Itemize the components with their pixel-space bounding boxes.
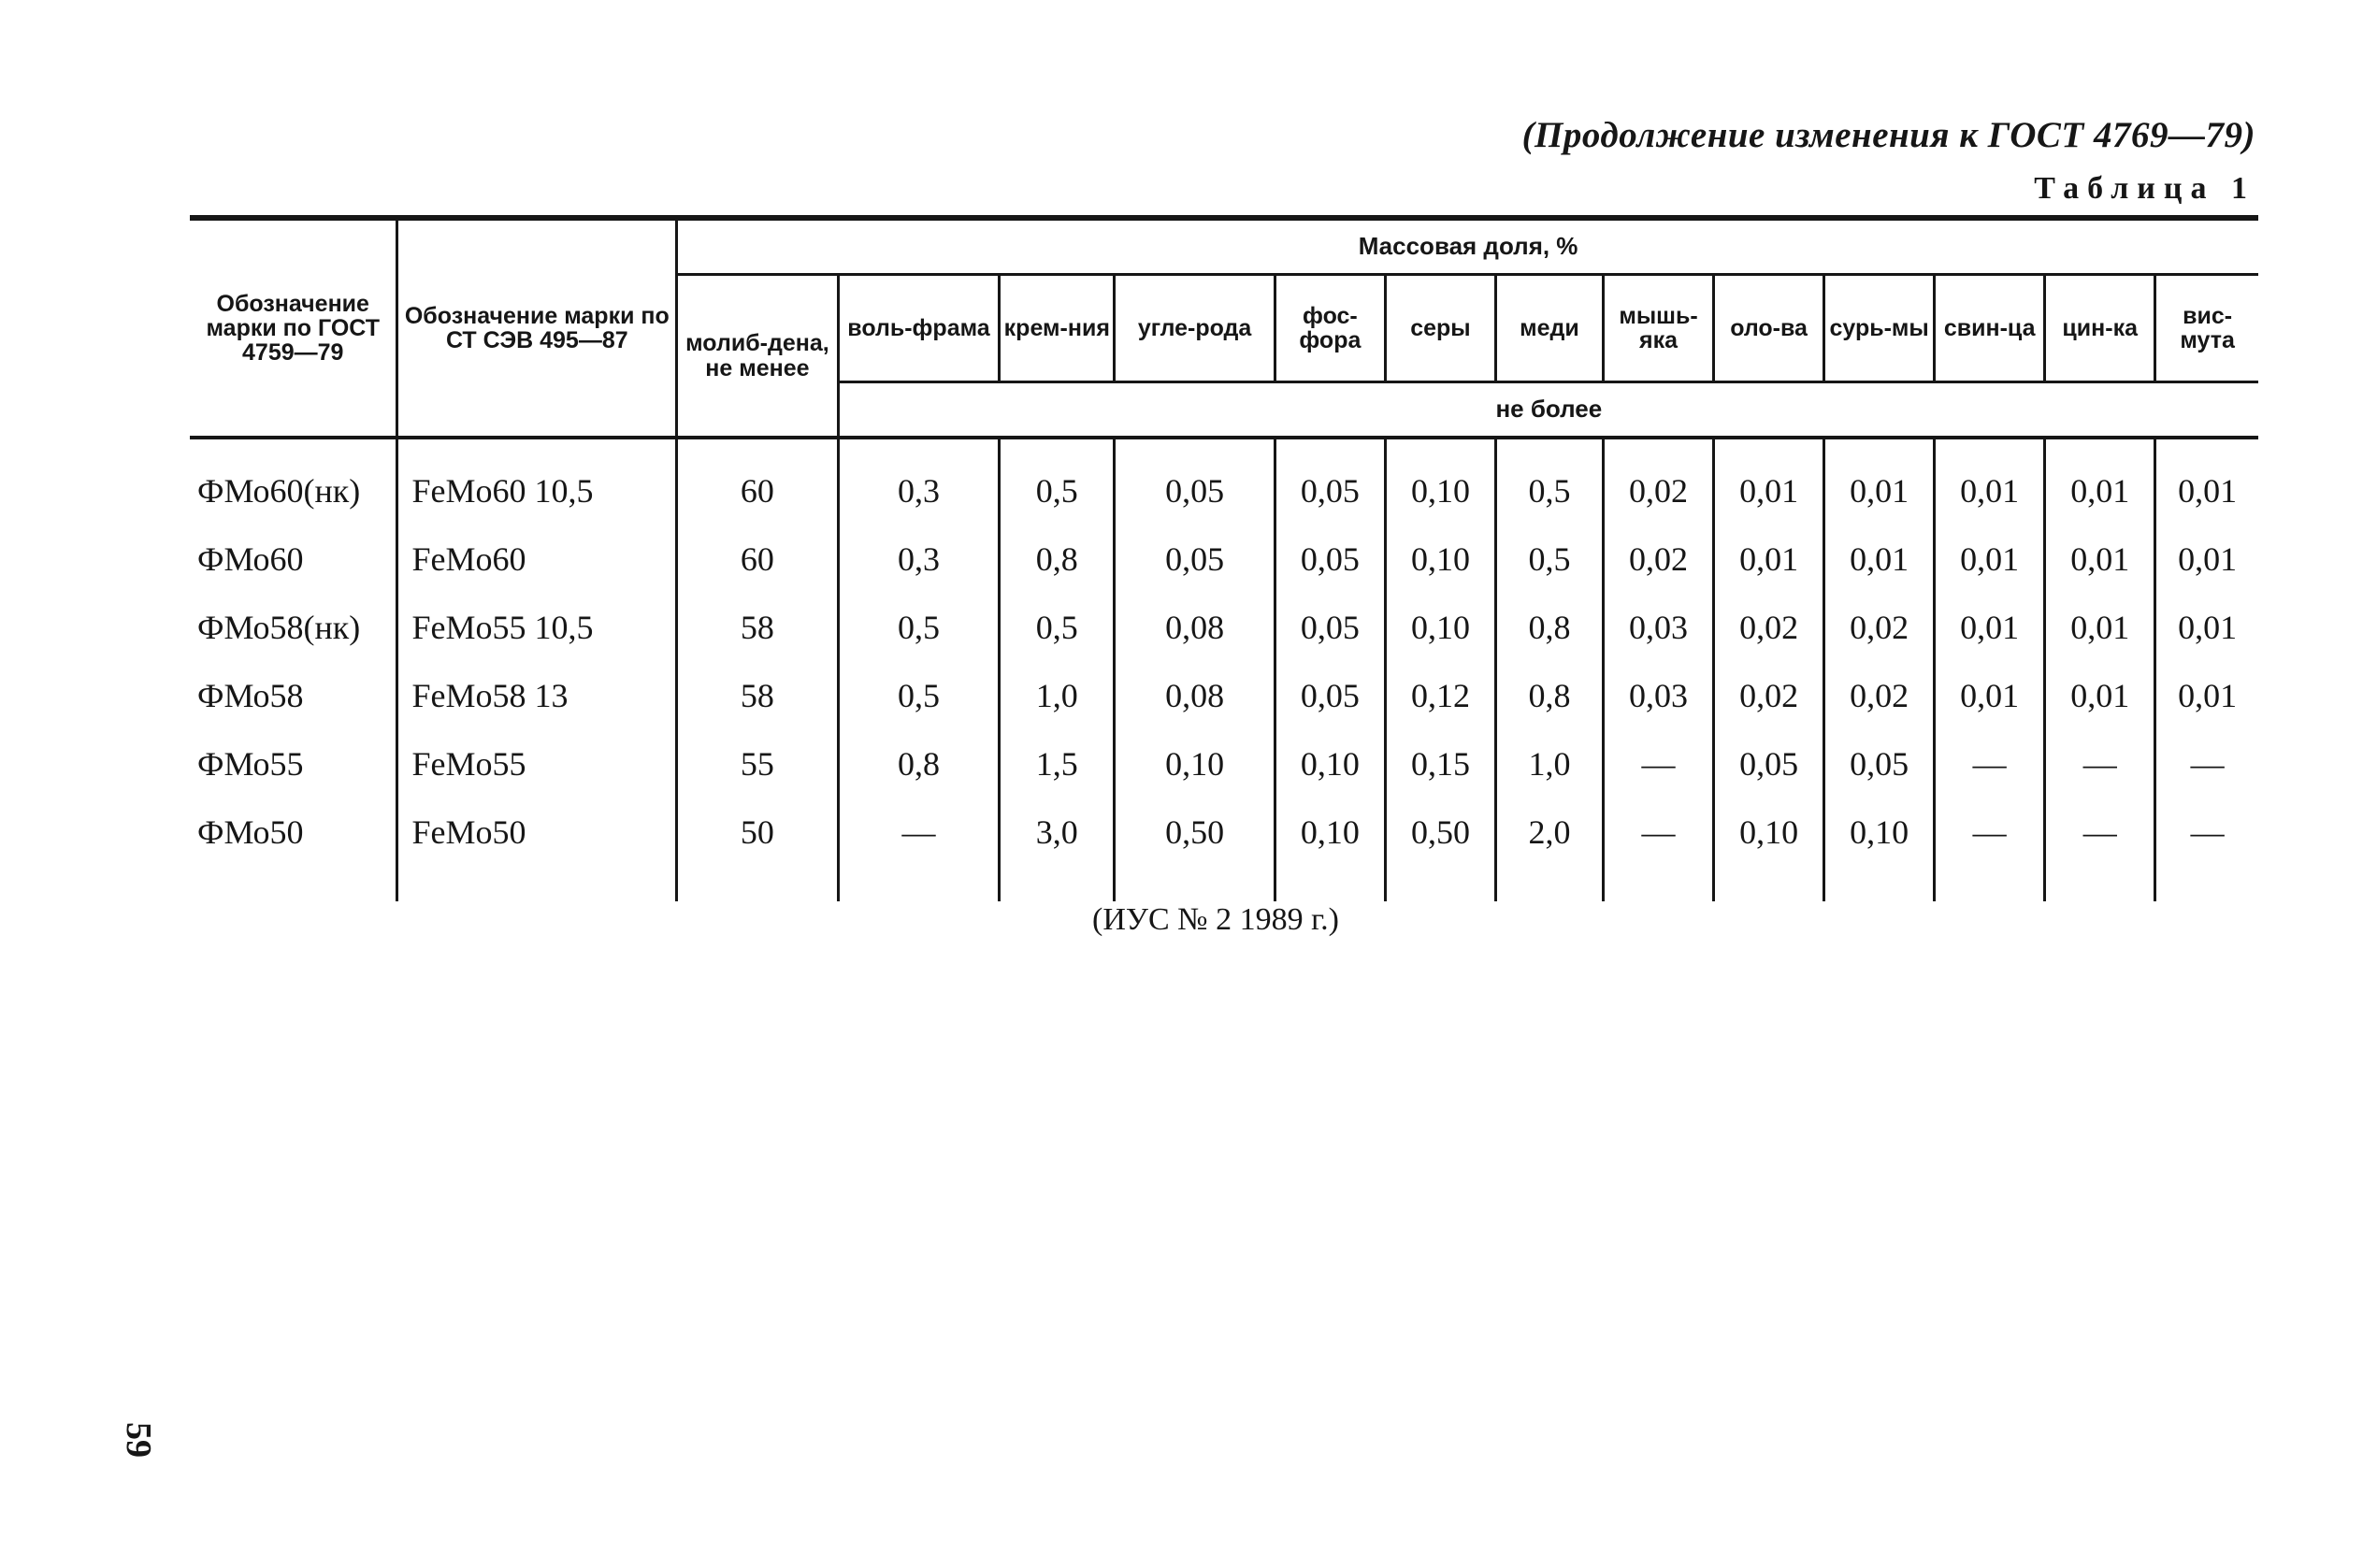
column-header-carbon: угле-рода xyxy=(1115,275,1275,382)
value-cell: 0,3 xyxy=(838,438,1000,525)
value-cell: 0,05 xyxy=(1115,525,1275,593)
empty-cell xyxy=(1115,866,1275,901)
table-row xyxy=(190,525,2258,593)
value-cell: 0,01 xyxy=(1935,438,2045,525)
column-header-copper: меди xyxy=(1495,275,1603,382)
value-cell: 0,01 xyxy=(1824,525,1935,593)
not-more-header: не более xyxy=(838,382,2258,439)
column-header-tungsten: воль-фрама xyxy=(838,275,1000,382)
value-cell: 0,02 xyxy=(1714,593,1824,661)
value-cell: 0,8 xyxy=(838,729,1000,798)
column-header-bismuth: вис-мута xyxy=(2155,275,2258,382)
value-cell: 0,01 xyxy=(1935,593,2045,661)
value-cell: 0,03 xyxy=(1604,593,1714,661)
value-cell: 0,02 xyxy=(1604,525,1714,593)
empty-cell xyxy=(1275,866,1385,901)
value-cell: — xyxy=(838,798,1000,866)
value-cell: 0,5 xyxy=(1000,438,1115,525)
value-cell: — xyxy=(1935,798,2045,866)
value-cell: 0,05 xyxy=(1275,438,1385,525)
mass-fraction-header: Массовая доля, % xyxy=(677,218,2258,275)
value-cell: 0,10 xyxy=(1714,798,1824,866)
table-spacer-row xyxy=(190,866,2258,901)
value-cell: 0,5 xyxy=(1495,525,1603,593)
column-header-zinc: цин-ка xyxy=(2045,275,2155,382)
table-row xyxy=(190,438,2258,525)
column-header-molybdenum: молиб-дена, не менее xyxy=(677,275,839,439)
value-cell: 0,01 xyxy=(2045,661,2155,729)
empty-cell xyxy=(838,866,1000,901)
empty-cell xyxy=(1714,866,1824,901)
table-label: Таблица 1 xyxy=(2034,171,2255,206)
value-cell: 0,5 xyxy=(1000,593,1115,661)
value-cell: 0,01 xyxy=(2045,525,2155,593)
empty-cell xyxy=(2045,866,2155,901)
sev-mark-cell: FeMo58 13 xyxy=(397,661,677,729)
column-header-sulfur: серы xyxy=(1385,275,1495,382)
value-cell: — xyxy=(1604,798,1714,866)
value-cell: 3,0 xyxy=(1000,798,1115,866)
value-cell: 0,02 xyxy=(1714,661,1824,729)
value-cell: 0,05 xyxy=(1824,729,1935,798)
value-cell: — xyxy=(1604,729,1714,798)
empty-cell xyxy=(1604,866,1714,901)
gost-mark-cell: ФМо58(нк) xyxy=(197,608,361,646)
value-cell: 0,01 xyxy=(2155,438,2258,525)
sev-mark-cell: FeMo50 xyxy=(397,798,677,866)
value-cell: 0,01 xyxy=(2045,438,2155,525)
value-cell: 0,50 xyxy=(1385,798,1495,866)
column-header-lead: свин-ца xyxy=(1935,275,2045,382)
sev-mark-cell: FeMo60 xyxy=(397,525,677,593)
empty-cell xyxy=(677,866,839,901)
value-cell: 0,01 xyxy=(1824,438,1935,525)
gost-mark-cell: ФМо58 xyxy=(197,676,304,714)
value-cell: 0,12 xyxy=(1385,661,1495,729)
gost-mark-cell: ФМо60(нк) xyxy=(197,471,361,510)
value-cell: 0,5 xyxy=(1495,438,1603,525)
empty-cell xyxy=(1824,866,1935,901)
value-cell: 0,50 xyxy=(1115,798,1275,866)
empty-cell xyxy=(190,866,397,901)
value-cell: 0,5 xyxy=(838,593,1000,661)
column-header-sev-mark: Обозначение марки по СТ СЭВ 495—87 xyxy=(397,218,677,438)
value-cell: 0,01 xyxy=(1935,661,2045,729)
value-cell: 0,15 xyxy=(1385,729,1495,798)
composition-table xyxy=(190,215,2258,901)
value-cell: 0,01 xyxy=(1714,525,1824,593)
column-header-arsenic: мышь-яка xyxy=(1604,275,1714,382)
column-header-tin: оло-ва xyxy=(1714,275,1824,382)
value-cell: 0,8 xyxy=(1495,661,1603,729)
value-cell: 1,0 xyxy=(1495,729,1603,798)
table-row xyxy=(190,729,2258,798)
value-cell: 0,8 xyxy=(1495,593,1603,661)
gost-mark-cell: ФМо50 xyxy=(197,813,304,851)
value-cell: 0,8 xyxy=(1000,525,1115,593)
value-cell: 0,03 xyxy=(1604,661,1714,729)
sev-mark-cell: FeMo55 xyxy=(397,729,677,798)
value-cell: 58 xyxy=(677,593,839,661)
column-header-silicon: крем-ния xyxy=(1000,275,1115,382)
value-cell: 60 xyxy=(677,438,839,525)
value-cell: 60 xyxy=(677,525,839,593)
value-cell: 0,08 xyxy=(1115,593,1275,661)
column-header-antimony: сурь-мы xyxy=(1824,275,1935,382)
value-cell: 0,01 xyxy=(2155,593,2258,661)
empty-cell xyxy=(1495,866,1603,901)
empty-cell xyxy=(1000,866,1115,901)
value-cell: 0,08 xyxy=(1115,661,1275,729)
value-cell: 1,0 xyxy=(1000,661,1115,729)
value-cell: 0,3 xyxy=(838,525,1000,593)
sev-mark-cell: FeMo60 10,5 xyxy=(397,438,677,525)
value-cell: 0,02 xyxy=(1824,661,1935,729)
page-number: 59 xyxy=(119,1422,158,1458)
table-row xyxy=(190,593,2258,661)
value-cell: 0,05 xyxy=(1115,438,1275,525)
value-cell: 0,10 xyxy=(1385,593,1495,661)
value-cell: 55 xyxy=(677,729,839,798)
value-cell: 0,10 xyxy=(1275,729,1385,798)
value-cell: — xyxy=(2155,798,2258,866)
source-note: (ИУС № 2 1989 г.) xyxy=(1092,902,1339,937)
empty-cell xyxy=(2155,866,2258,901)
value-cell: 50 xyxy=(677,798,839,866)
continuation-header: (Продолжение изменения к ГОСТ 4769—79) xyxy=(1521,115,2255,155)
value-cell: — xyxy=(1935,729,2045,798)
gost-mark-cell: ФМо60 xyxy=(197,539,304,578)
value-cell: 0,10 xyxy=(1385,525,1495,593)
column-header-gost-mark: Обозначение марки по ГОСТ 4759—79 xyxy=(190,218,397,438)
value-cell: 0,10 xyxy=(1115,729,1275,798)
table-row xyxy=(190,798,2258,866)
value-cell: 1,5 xyxy=(1000,729,1115,798)
value-cell: 2,0 xyxy=(1495,798,1603,866)
column-header-phosphorus: фос-фора xyxy=(1275,275,1385,382)
value-cell: 0,01 xyxy=(2045,593,2155,661)
value-cell: 0,10 xyxy=(1275,798,1385,866)
value-cell: — xyxy=(2045,729,2155,798)
composition-table-container xyxy=(190,215,2258,901)
value-cell: 0,05 xyxy=(1275,525,1385,593)
value-cell: — xyxy=(2155,729,2258,798)
sev-mark-cell: FeMo55 10,5 xyxy=(397,593,677,661)
empty-cell xyxy=(1935,866,2045,901)
value-cell: 0,05 xyxy=(1275,661,1385,729)
table-row xyxy=(190,661,2258,729)
value-cell: 0,01 xyxy=(2155,661,2258,729)
gost-mark-cell: ФМо55 xyxy=(197,744,304,783)
value-cell: — xyxy=(2045,798,2155,866)
value-cell: 0,05 xyxy=(1275,593,1385,661)
value-cell: 0,01 xyxy=(1935,525,2045,593)
value-cell: 0,01 xyxy=(2155,525,2258,593)
value-cell: 0,02 xyxy=(1604,438,1714,525)
empty-cell xyxy=(397,866,677,901)
empty-cell xyxy=(1385,866,1495,901)
value-cell: 0,02 xyxy=(1824,593,1935,661)
value-cell: 0,01 xyxy=(1714,438,1824,525)
value-cell: 0,05 xyxy=(1714,729,1824,798)
value-cell: 0,5 xyxy=(838,661,1000,729)
value-cell: 0,10 xyxy=(1385,438,1495,525)
value-cell: 0,10 xyxy=(1824,798,1935,866)
value-cell: 58 xyxy=(677,661,839,729)
